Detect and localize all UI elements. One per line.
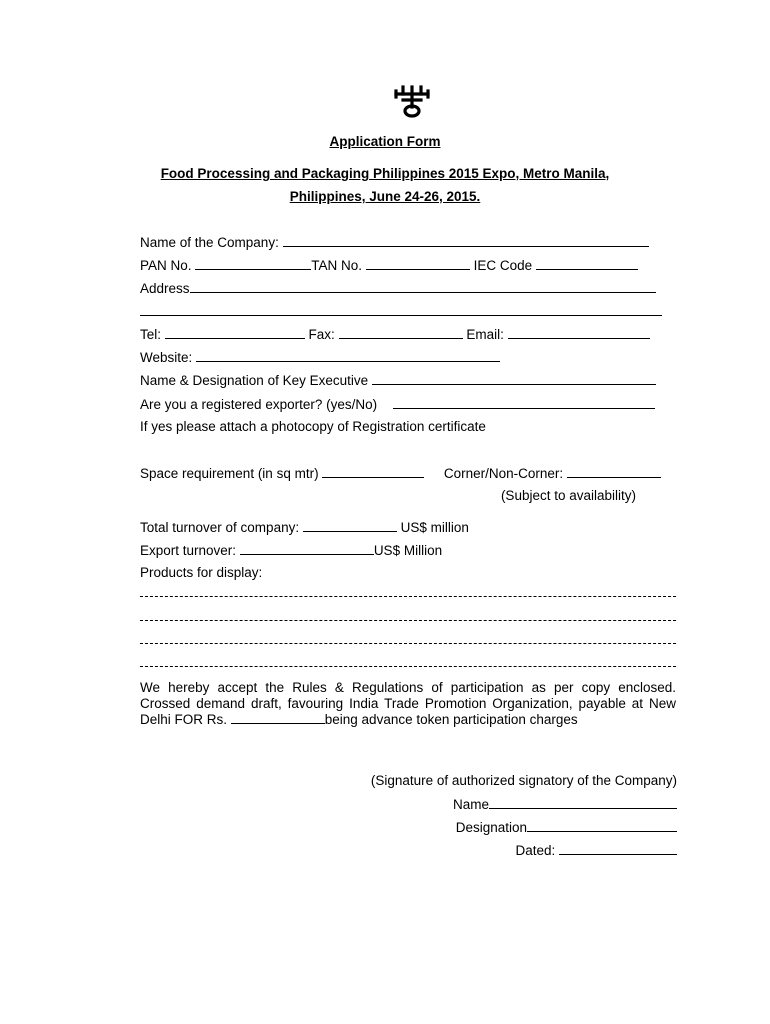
key-executive-label: Name & Designation of Key Executive: [140, 373, 369, 388]
tel-label: Tel:: [140, 327, 162, 342]
tan-label: TAN No.: [311, 258, 363, 273]
declaration-paragraph: [140, 680, 676, 728]
products-line-4[interactable]: [140, 666, 676, 667]
declaration-text-part1: We hereby accept the Rules & Regulations of participation as per copy enclosed. Crossed demand draft, favouring India Trade Promotion Organization, payable at New Delhi FOR Rs.: [140, 680, 676, 727]
registered-exporter-label: Are you a registered exporter? (yes/No): [140, 397, 378, 412]
contact-row: [140, 326, 650, 343]
total-turnover-label: Total turnover of company:: [140, 520, 300, 535]
total-turnover-row: [140, 519, 469, 536]
key-executive-row: [140, 372, 656, 389]
email-field[interactable]: [508, 326, 650, 339]
signature-dated-label: Dated:: [515, 843, 556, 858]
email-label: Email:: [466, 327, 504, 342]
website-label: Website:: [140, 350, 193, 365]
amount-field[interactable]: [231, 711, 325, 724]
signature-caption: (Signature of authorized signatory of the Company): [370, 773, 677, 788]
declaration-text-part2: being advance token participation charges: [324, 712, 578, 727]
products-line-3[interactable]: [140, 643, 676, 644]
export-turnover-label: Export turnover:: [140, 543, 237, 558]
itpo-logo-icon: [393, 85, 431, 119]
event-title-line1: Food Processing and Packaging Philippines 2015 Expo, Metro Manila,: [160, 166, 610, 181]
address-label: Address: [140, 281, 190, 296]
pan-field[interactable]: [195, 257, 311, 270]
registered-exporter-field[interactable]: [393, 396, 655, 409]
company-name-label: Name of the Company:: [140, 235, 279, 250]
iec-label: IEC Code: [473, 258, 533, 273]
registered-exporter-row: [140, 396, 655, 413]
form-title: Application Form: [329, 134, 441, 149]
total-turnover-unit: US$ million: [400, 520, 469, 535]
company-name-field[interactable]: [283, 234, 649, 247]
pan-tan-iec-row: [140, 257, 638, 274]
signature-designation-label: Designation: [455, 820, 527, 835]
event-title-line2: Philippines, June 24-26, 2015.: [289, 189, 481, 204]
products-line-2[interactable]: [140, 620, 676, 621]
company-name-row: [140, 234, 649, 251]
space-requirement-row: [140, 465, 661, 482]
pan-label: PAN No.: [140, 258, 192, 273]
address-row-2: [140, 303, 662, 320]
address-row: [140, 280, 656, 297]
address-field-2[interactable]: [140, 303, 662, 316]
products-line-1[interactable]: [140, 596, 676, 597]
total-turnover-field[interactable]: [303, 519, 397, 532]
products-label: Products for display:: [140, 565, 263, 580]
signature-dated-row: [515, 842, 677, 859]
tel-field[interactable]: [165, 326, 305, 339]
iec-field[interactable]: [536, 257, 638, 270]
website-row: [140, 349, 500, 366]
signature-name-field[interactable]: [489, 796, 677, 809]
fax-label: Fax:: [308, 327, 335, 342]
export-turnover-field[interactable]: [240, 542, 374, 555]
fax-field[interactable]: [339, 326, 463, 339]
signature-name-row: [453, 796, 677, 813]
corner-label: Corner/Non-Corner:: [443, 466, 564, 481]
signature-name-label: Name: [452, 797, 489, 812]
website-field[interactable]: [196, 349, 500, 362]
address-field[interactable]: [190, 280, 656, 293]
export-turnover-row: [140, 542, 442, 559]
space-requirement-field[interactable]: [322, 465, 424, 478]
corner-field[interactable]: [567, 465, 661, 478]
availability-note: (Subject to availability): [500, 488, 636, 503]
signature-dated-field[interactable]: [559, 842, 677, 855]
signature-designation-row: [456, 819, 677, 836]
key-executive-field[interactable]: [372, 372, 656, 385]
signature-designation-field[interactable]: [527, 819, 677, 832]
space-requirement-label: Space requirement (in sq mtr): [140, 466, 319, 481]
attach-note: If yes please attach a photocopy of Registration certificate: [140, 419, 486, 434]
export-turnover-unit: US$ Million: [373, 543, 443, 558]
tan-field[interactable]: [366, 257, 470, 270]
